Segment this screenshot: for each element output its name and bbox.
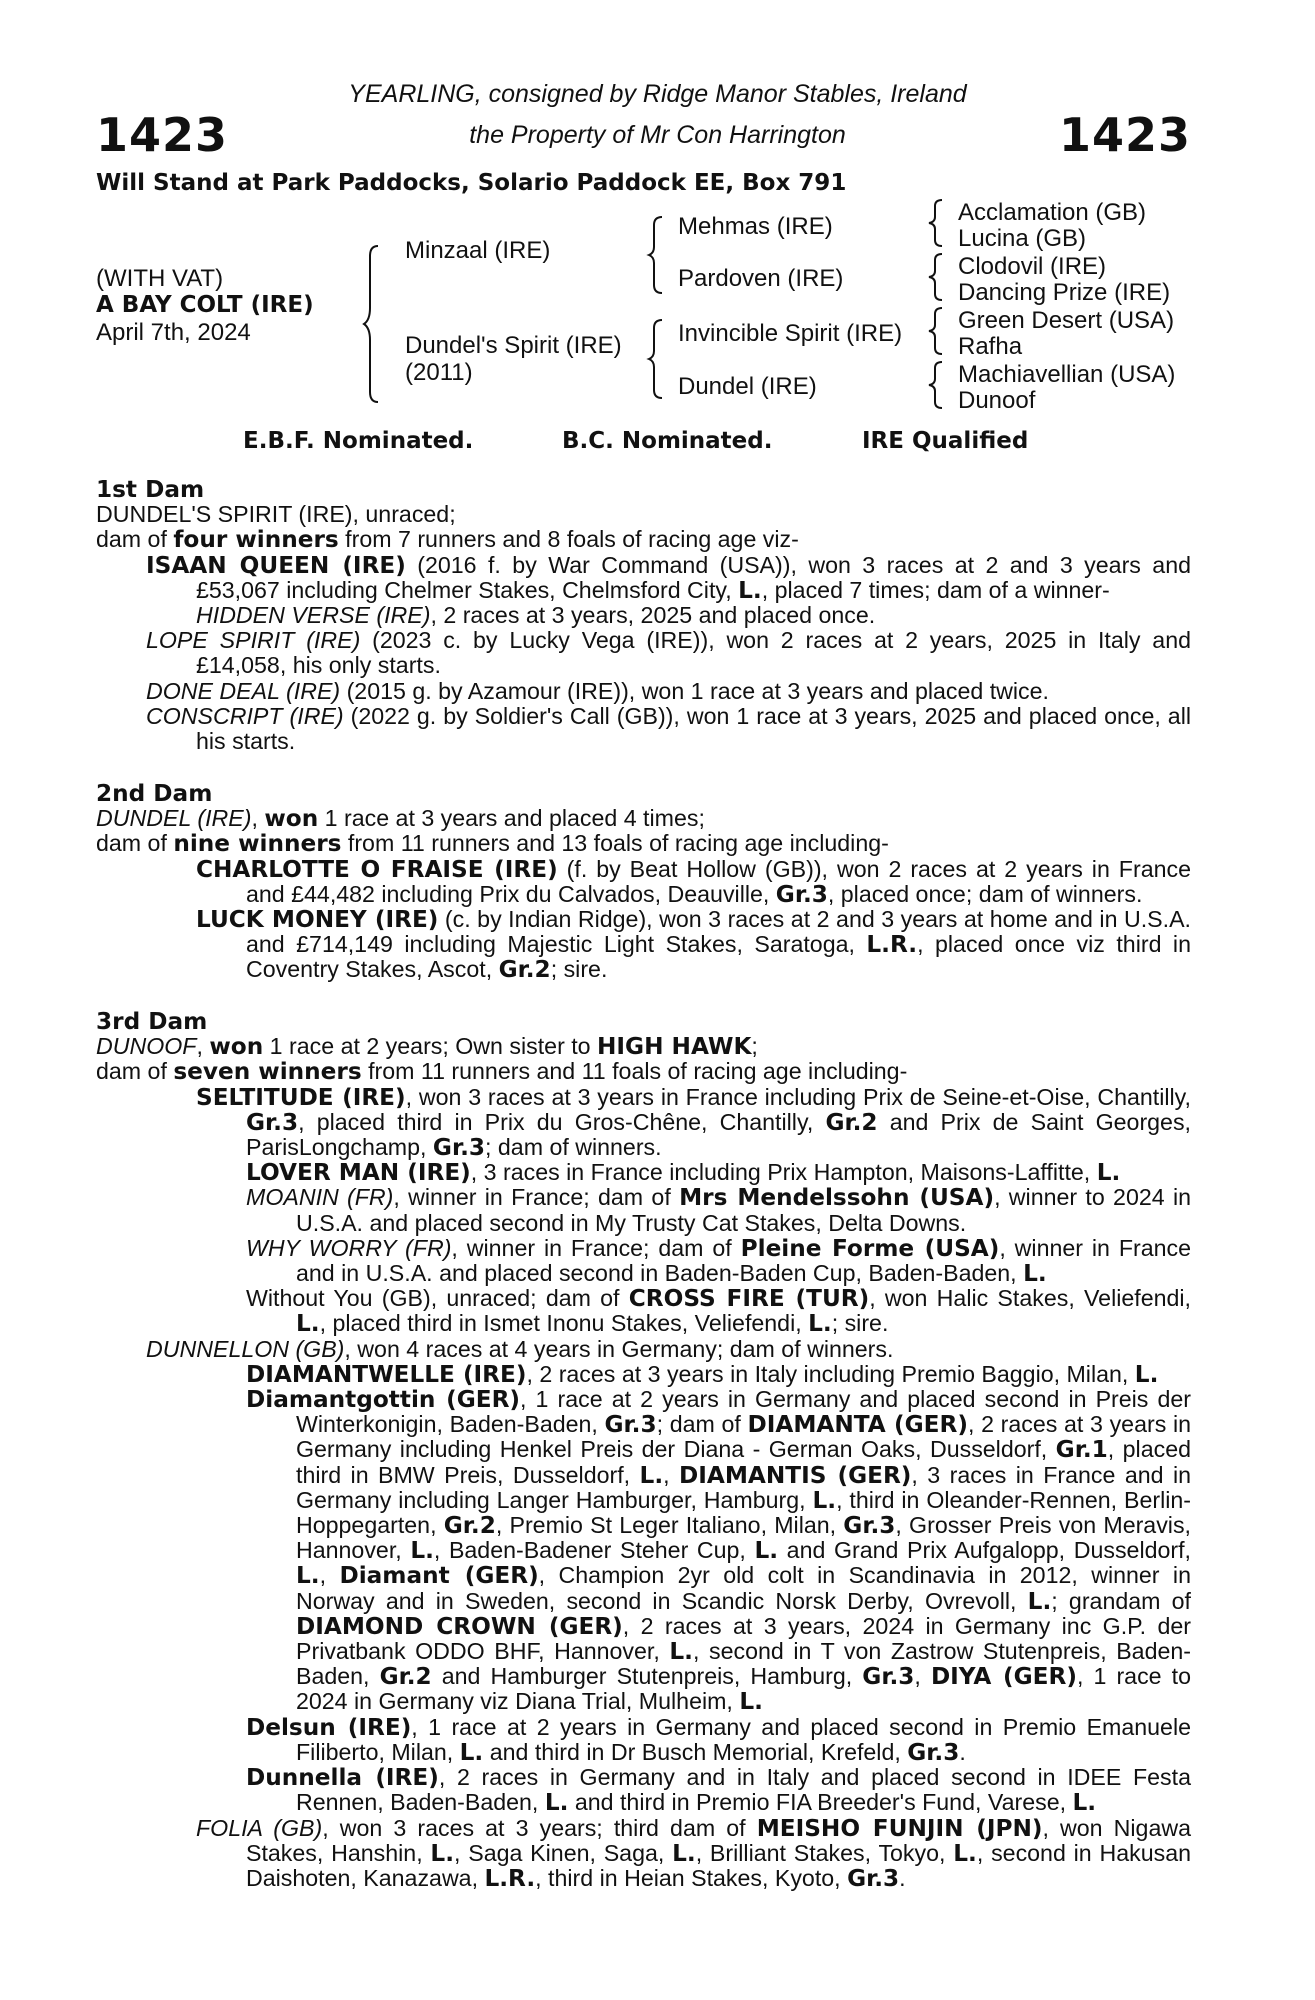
dam-sire: Invincible Spirit (IRE) <box>678 320 903 347</box>
consignor-line: YEARLING, consigned by Ridge Manor Stables, Ireland <box>348 80 967 108</box>
bc-nominated: B.C. Nominated. <box>562 428 773 454</box>
produce-entry: SELTITUDE (IRE), won 3 races at 3 years in France including Prix de Seine-et-Oise, Chantilly, Gr.3, placed third in Prix du Gros-Chêne, Chantilly, Gr.2 and Prix de Saint Georges, ParisLongchamp, Gr.3; dam of winners. <box>196 1083 1192 1162</box>
first-dam-section <box>96 477 1191 754</box>
second-dam-heading: 2nd Dam <box>96 780 213 807</box>
first-dam-heading: 1st Dam <box>96 476 205 503</box>
sire: Minzaal (IRE) <box>405 237 551 264</box>
grand-6: Rafha <box>958 333 1023 360</box>
grand-2: Lucina (GB) <box>958 225 1087 252</box>
horse-name: A BAY COLT (IRE) <box>96 292 314 318</box>
grand-4: Dancing Prize (IRE) <box>958 279 1171 306</box>
bracket-main <box>366 244 386 404</box>
dam-dam: Dundel (IRE) <box>678 373 817 400</box>
grand-7: Machiavellian (USA) <box>958 361 1176 388</box>
produce-entry: Without You (GB), unraced; dam of CROSS FIRE (TUR), won Halic Stakes, Veliefendi, L., placed third in Ismet Inonu Stakes, Veliefendi, L.; sire. <box>246 1285 1191 1338</box>
produce-entry: DONE DEAL (IRE) (2015 g. by Azamour (IRE)), won 1 race at 3 years and placed twice. <box>146 677 1049 704</box>
produce-entry: Diamantgottin (GER), 1 race at 2 years in Germany and placed second in Preis der Winterkonigin, Baden-Baden, Gr.3; dam of DIAMANTA (GER), 2 races at 3 years in Germany including Henkel Preis der Diana - German Oaks, Dusseldorf, Gr.1, placed third in BMW Preis, Dusseldorf, L., DIAMANTIS (GER), 3 races in France and in Germany including Langer Hamburger, Hamburg, L., third in Oleander-Rennen, Berlin-Hoppegarten, Gr.2, Premio St Leger Italiano, Milan, Gr.3, Grosser Preis von Meravis, Hannover, L., Baden-Badener Steher Cup, L. and Grand Prix Aufgalopp, Dusseldorf, L., Diamant (GER), Champion 2yr old colt in Scandinavia in 2012, winner in Norway and in Sweden, second in Scandic Norsk Derby, Ovrevoll, L.; grandam of DIAMOND CROWN (GER), 2 races at 3 years, 2024 in Germany inc G.P. der Privatbank ODDO BHF, Hannover, L., second in T von Zastrow Stutenpreis, Baden-Baden, Gr.2 and Hamburger Stutenpreis, Hamburg, Gr.3, DIYA (GER), 1 race to 2024 in Germany viz Diana Trial, Mulheim, L. <box>246 1386 1192 1716</box>
second-dam-produce-summary: dam of nine winners from 11 runners and 13 foals of racing age including- <box>96 830 889 858</box>
produce-entry: DIAMANTWELLE (IRE), 2 races at 3 years in Italy including Premio Baggio, Milan, L. <box>246 1360 1159 1388</box>
bracket-dam <box>650 318 670 400</box>
third-dam-produce-summary: dam of seven winners from 11 runners and 11 foals of racing age including- <box>96 1058 908 1086</box>
third-dam-heading: 3rd Dam <box>96 1008 208 1035</box>
bracket-sire <box>650 215 670 295</box>
produce-entry: LOVER MAN (IRE), 3 races in France including Prix Hampton, Maisons-Laffitte, L. <box>246 1159 1121 1187</box>
produce-entry: ISAAN QUEEN (IRE) (2016 f. by War Command (USA)), won 3 races at 2 and 3 years and £53,067 including Chelmer Stakes, Chelmsford City, L., placed 7 times; dam of a winner- <box>146 551 1191 604</box>
produce-entry: MOANIN (FR), winner in France; dam of Mrs Mendelssohn (USA), winner to 2024 in U.S.A. and placed second in My Trusty Cat Stakes, Delta Downs. <box>246 1184 1191 1236</box>
grand-3: Clodovil (IRE) <box>958 253 1107 280</box>
sire-dam: Pardoven (IRE) <box>678 265 844 292</box>
second-dam-intro: DUNDEL (IRE), won 1 race at 3 years and placed 4 times; <box>96 805 705 833</box>
vat-note: (WITH VAT) <box>96 265 224 292</box>
grand-8: Dunoof <box>958 387 1036 414</box>
third-dam-intro: DUNOOF, won 1 race at 2 years; Own sister to HIGH HAWK; <box>96 1033 758 1061</box>
grand-5: Green Desert (USA) <box>958 307 1175 334</box>
produce-entry: FOLIA (GB), won 3 races at 3 years; third dam of MEISHO FUNJIN (JPN), won Nigawa Stakes, Hanshin, L., Saga Kinen, Saga, L., Brilliant Stakes, Tokyo, L., second in Hakusan Daishoten, Kanazawa, L.R., third in Heian Stakes, Kyoto, Gr.3. <box>196 1814 1191 1892</box>
property-line: the Property of Mr Con Harrington <box>469 121 846 149</box>
ire-qualified: IRE Qualified <box>862 428 1029 454</box>
produce-entry: HIDDEN VERSE (IRE), 2 races at 3 years, 2025 and placed once. <box>196 602 876 629</box>
bracket-g2 <box>930 252 950 302</box>
produce-entry: Dunnella (IRE), 2 races in Germany and in Italy and placed second in IDEE Festa Rennen, Baden-Baden, L. and third in Premio FIA Breeder's Fund, Varese, L. <box>246 1764 1191 1817</box>
ebf-nominated: E.B.F. Nominated. <box>243 428 474 454</box>
third-dam-section <box>96 1009 1191 1891</box>
dam: Dundel's Spirit (IRE) <box>405 332 622 359</box>
lot-number-left: 1423 <box>96 108 229 162</box>
sire-sire: Mehmas (IRE) <box>678 213 833 240</box>
produce-entry: LUCK MONEY (IRE) (c. by Indian Ridge), won 3 races at 2 and 3 years at home and in U.S.A. and £714,149 including Majestic Light Stakes, Saratoga, L.R., placed once viz third in Coventry Stakes, Ascot, Gr.2; sire. <box>196 906 1191 984</box>
produce-entry: WHY WORRY (FR), winner in France; dam of Pleine Forme (USA), winner in France and in U.S.A. and placed second in Baden-Baden Cup, Baden-Baden, L. <box>246 1234 1191 1288</box>
bracket-g3 <box>930 306 950 356</box>
produce-entry: LOPE SPIRIT (IRE) (2023 c. by Lucky Vega (IRE)), won 2 races at 2 years, 2025 in Italy and £14,058, his only starts. <box>146 627 1191 679</box>
bracket-g4 <box>930 360 950 410</box>
first-dam-intro: DUNDEL'S SPIRIT (IRE), unraced; <box>96 501 456 528</box>
produce-entry: CONSCRIPT (IRE) (2022 g. by Soldier's Call (GB)), won 1 race at 3 years, 2025 and placed once, all his starts. <box>146 702 1191 755</box>
stand-location: Will Stand at Park Paddocks, Solario Paddock EE, Box 791 <box>96 170 847 196</box>
dam-year: (2011) <box>405 359 473 386</box>
grand-1: Acclamation (GB) <box>958 199 1147 226</box>
bracket-g1 <box>930 198 950 248</box>
lot-number-right: 1423 <box>1058 108 1191 162</box>
produce-entry: Delsun (IRE), 1 race at 2 years in Germany and placed second in Premio Emanuele Filiberto, Milan, L. and third in Dr Busch Memorial, Krefeld, Gr.3. <box>246 1713 1191 1766</box>
second-dam-section <box>96 781 1191 983</box>
produce-entry: CHARLOTTE O FRAISE (IRE) (f. by Beat Hollow (GB)), won 2 races at 2 years in France and £44,482 including Prix du Calvados, Deauville, Gr.3, placed once; dam of winners. <box>196 855 1191 908</box>
first-dam-produce-summary: dam of four winners from 7 runners and 8 foals of racing age viz- <box>96 526 799 554</box>
produce-entry: DUNNELLON (GB), won 4 races at 4 years in Germany; dam of winners. <box>146 1335 894 1362</box>
foaling-date: April 7th, 2024 <box>96 319 251 346</box>
